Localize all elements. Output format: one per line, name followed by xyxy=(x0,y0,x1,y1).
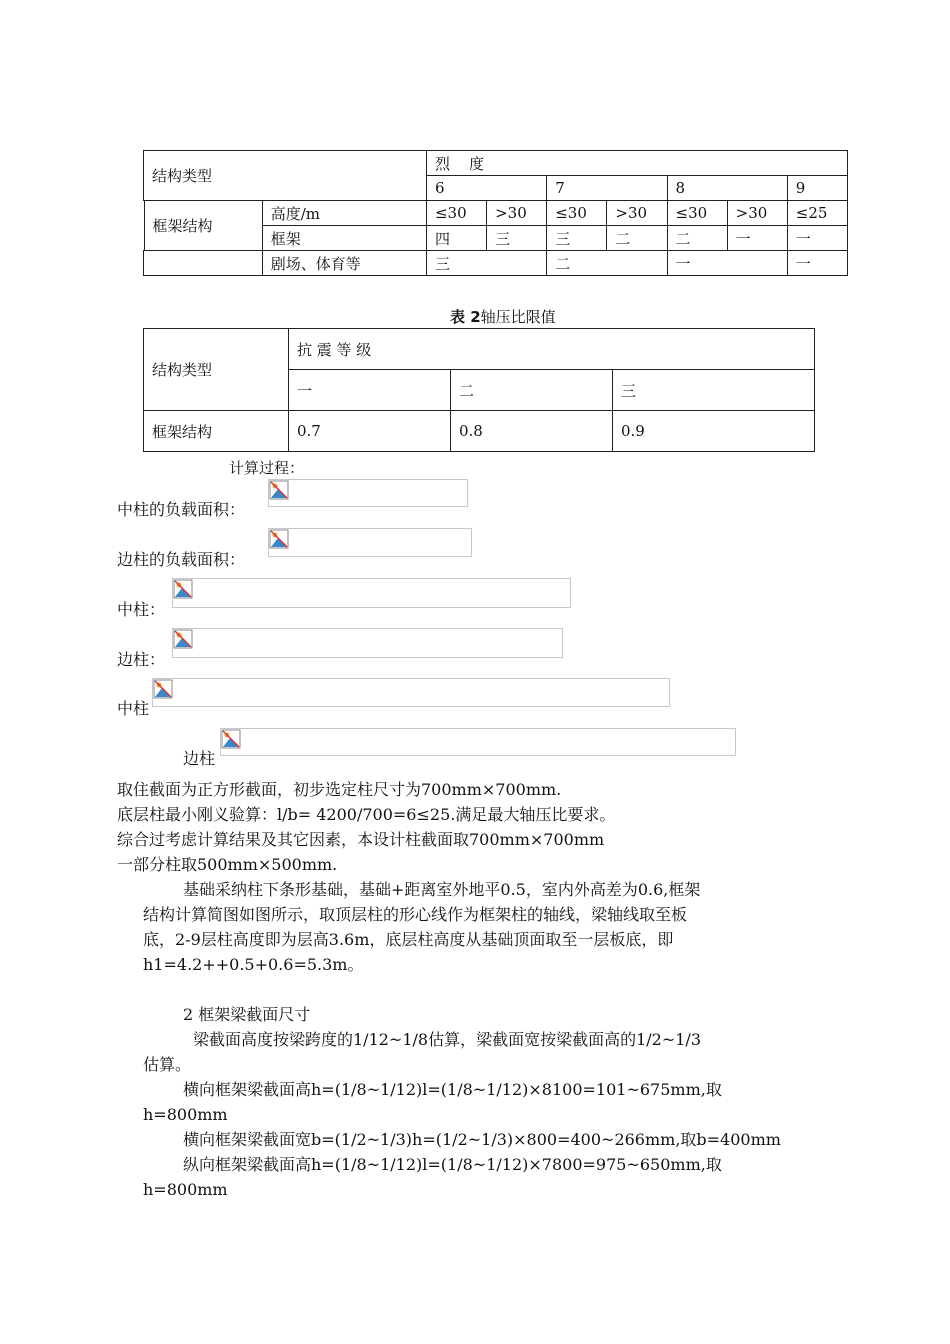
formula-image xyxy=(172,628,563,658)
paragraph-line: 梁截面高度按梁跨度的1/12~1/8估算，梁截面宽按梁截面高的1/2~1/3 xyxy=(193,1030,701,1049)
table1-frame-value: 一 xyxy=(787,226,847,251)
table2-caption xyxy=(450,306,556,327)
table1-header-type: 结构类型 xyxy=(144,151,427,201)
table1-frame-value: 三 xyxy=(487,226,547,251)
table1-frame-label: 框架结构 xyxy=(144,201,262,251)
table1-frame-row-label: 框架 xyxy=(262,226,426,251)
paragraph-line: 横向框架梁截面宽b=(1/2~1/3)h=(1/2~1/3)×800=400~266mm,取b=400mm xyxy=(183,1130,781,1149)
table1-height-value: >30 xyxy=(727,201,787,226)
table1-height-value: >30 xyxy=(487,201,547,226)
table2-caption-text: 轴压比限值 xyxy=(480,308,556,326)
mid-col-label: 中柱： xyxy=(117,600,166,619)
table1-height-value: ≤25 xyxy=(787,201,847,226)
edge-area-label: 边柱的负载面积： xyxy=(117,550,246,569)
table1-theater-value: 一 xyxy=(787,251,847,276)
table1-degree: 7 xyxy=(547,176,667,201)
formula-image xyxy=(152,678,670,707)
table1-degree: 6 xyxy=(426,176,546,201)
table1-theater-value: 一 xyxy=(667,251,787,276)
mid-col-label-2: 中柱 xyxy=(117,699,150,718)
table1-frame-value: 一 xyxy=(727,226,787,251)
broken-image-icon xyxy=(269,480,289,500)
table1-degree: 8 xyxy=(667,176,787,201)
table1-height-value: ≤30 xyxy=(547,201,607,226)
paragraph-line: 结构计算简图如图所示，取顶层柱的形心线作为框架柱的轴线，梁轴线取至板 xyxy=(143,905,688,924)
table2-value: 0.8 xyxy=(451,411,613,452)
paragraph-line: h=800mm xyxy=(143,1105,228,1124)
paragraph-line: h1=4.2++0.5+0.6=5.3m。 xyxy=(143,955,364,974)
table2-row-label: 框架结构 xyxy=(144,411,289,452)
broken-image-icon xyxy=(153,679,173,699)
paragraph-line: 一部分柱取500mm×500mm. xyxy=(117,855,338,874)
paragraph-line: 估算。 xyxy=(143,1055,192,1074)
edge-col-label: 边柱： xyxy=(117,650,166,669)
paragraph-line: 底，2-9层柱高度即为层高3.6m，底层柱高度从基础顶面取至一层板底，即 xyxy=(143,930,674,949)
table2-value: 0.9 xyxy=(613,411,815,452)
table2-header-grade: 抗 震 等 级 xyxy=(289,329,815,370)
table1-header-intensity: 烈 度 xyxy=(426,151,847,176)
paragraph-line: 综合过考虑计算结果及其它因素，本设计柱截面取700mm×700mm xyxy=(117,830,605,849)
table1-height-label: 高度/m xyxy=(262,201,426,226)
table1-theater-value: 三 xyxy=(426,251,546,276)
paragraph-line: 纵向框架梁截面高h=(1/8~1/12)l=(1/8~1/12)×7800=975~650mm,取 xyxy=(183,1155,722,1174)
broken-image-icon xyxy=(221,729,241,749)
table2-grade: 二 xyxy=(451,370,613,411)
paragraph-line: 基础采纳柱下条形基础，基础+距离室外地平0.5，室内外高差为0.6,框架 xyxy=(183,880,701,899)
table1-height-value: ≤30 xyxy=(426,201,486,226)
table1-theater-label: 剧场、体育等 xyxy=(262,251,426,276)
broken-image-icon xyxy=(173,579,193,599)
formula-image xyxy=(172,578,571,608)
axial-ratio-table xyxy=(143,328,815,452)
mid-area-label: 中柱的负载面积： xyxy=(117,500,246,519)
formula-image xyxy=(268,479,468,507)
table1-theater-value: 二 xyxy=(547,251,667,276)
table2-value: 0.7 xyxy=(289,411,451,452)
formula-image xyxy=(268,528,472,557)
edge-col-label-2: 边柱 xyxy=(183,749,216,768)
table1-empty-cell xyxy=(144,251,263,276)
paragraph-line: 横向框架梁截面高h=(1/8~1/12)l=(1/8~1/12)×8100=101~675mm,取 xyxy=(183,1080,722,1099)
table1-degree: 9 xyxy=(787,176,847,201)
paragraph-line: 底层柱最小刚义验算：l/b= 4200/700=6≤25.满足最大轴压比要求。 xyxy=(117,805,616,824)
seismic-grade-table xyxy=(143,150,848,276)
formula-image xyxy=(220,728,736,756)
paragraph-line: 取住截面为正方形截面，初步选定柱尺寸为700mm×700mm. xyxy=(117,780,562,799)
table2-grade: 一 xyxy=(289,370,451,411)
table2-header-type: 结构类型 xyxy=(144,329,289,411)
section-heading: 2 框架梁截面尺寸 xyxy=(183,1005,311,1024)
table1-frame-value: 二 xyxy=(667,226,727,251)
table2-grade: 三 xyxy=(613,370,815,411)
paragraph-line: h=800mm xyxy=(143,1180,228,1199)
table1-frame-value: 三 xyxy=(547,226,607,251)
table1-frame-value: 二 xyxy=(607,226,667,251)
table1-frame-value: 四 xyxy=(426,226,486,251)
broken-image-icon xyxy=(173,629,193,649)
calc-title: 计算过程： xyxy=(229,459,305,477)
table1-height-value: ≤30 xyxy=(667,201,727,226)
broken-image-icon xyxy=(269,529,289,549)
table2-caption-number: 表 2 xyxy=(450,308,481,326)
table1-height-value: >30 xyxy=(607,201,667,226)
